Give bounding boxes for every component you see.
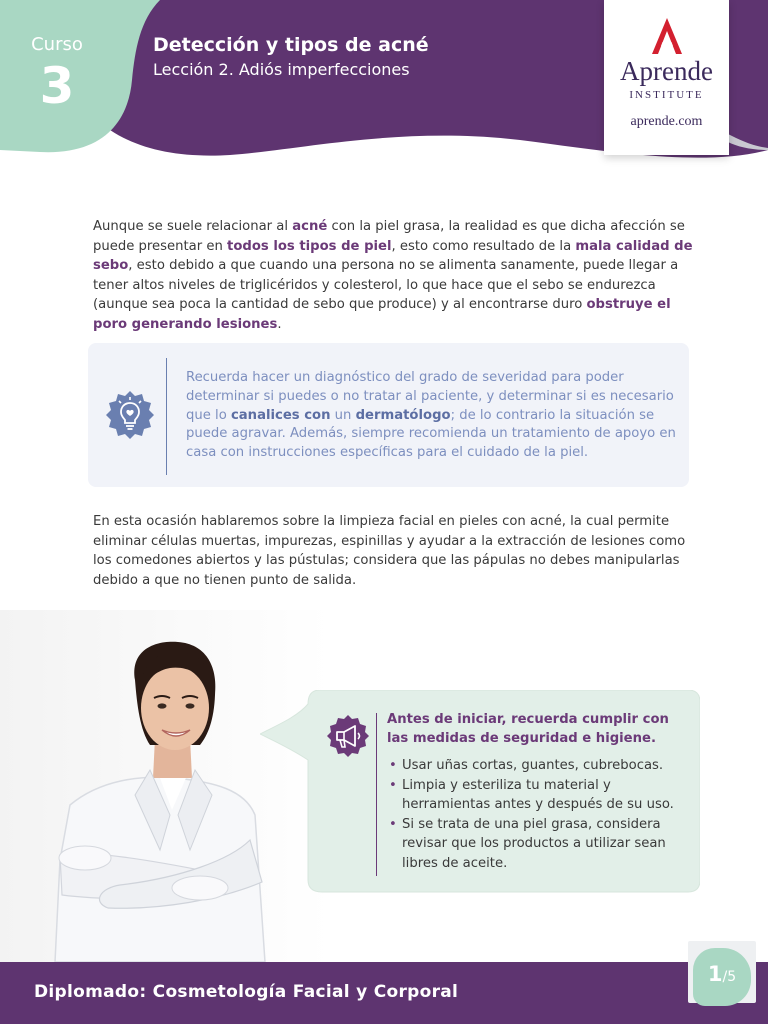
body-text: , esto como resultado de la: [391, 238, 576, 254]
highlight-text: dermatólogo: [355, 407, 451, 423]
logo-card[interactable]: [604, 0, 729, 155]
tip-heading: Antes de iniciar, recuerda cumplir con las medidas de seguridad e higiene.: [387, 712, 669, 746]
megaphone-icon: [326, 714, 370, 758]
logo-a-mark-icon: [649, 16, 685, 56]
footer-bar: [0, 962, 768, 1024]
logo-name: Aprende: [620, 56, 713, 86]
page-indicator: [693, 948, 751, 1006]
course-label: Curso: [31, 34, 83, 55]
program-name: Diplomado: Cosmetología Facial y Corporal: [34, 982, 459, 1002]
highlight-text: obstruye el poro generando lesiones: [93, 297, 671, 332]
body-text: ; de lo contrario la situación se puede agravar. Además, siempre recomienda un tratamiento de apoyo en casa con instrucciones específicas para el cuidado de la piel.: [186, 407, 676, 461]
callout-text: [186, 369, 676, 463]
page-total: 5: [727, 969, 737, 985]
safety-checklist: [388, 756, 678, 873]
facial-cleansing-paragraph: En esta ocasión hablaremos sobre la limpieza facial en pieles con acné, la cual permite eliminar células muertas, impurezas, espinillas y ayudar a la extracción de lesiones como los comedones abiertos y las pústulas; considera que las pápulas no debes manipularlas debido a que no tienen punto de salida.: [93, 514, 686, 588]
lightbulb-heart-icon: [104, 389, 156, 441]
callout-divider: [166, 358, 167, 475]
list-item: • Usar uñas cortas, guantes, cubrebocas.: [388, 756, 678, 776]
highlight-text: mala calidad de sebo: [93, 238, 693, 273]
page-separator: /: [722, 969, 728, 985]
tip-divider: [376, 713, 377, 876]
logo-subtitle: INSTITUTE: [629, 89, 704, 101]
reminder-callout: [88, 343, 689, 487]
body-text: Recuerda hacer un diagnóstico del grado de severidad para poder determinar si puedes o no tratar al paciente, y determinar si es necesario que lo: [186, 370, 674, 423]
highlight-text: acné: [292, 219, 328, 234]
body-text: con la piel grasa, la realidad es que dicha afección se puede presentar en: [93, 219, 685, 254]
lesson-subtitle: Lección 2. Adiós imperfecciones: [153, 60, 410, 79]
list-item: • Si se trata de una piel grasa, considera revisar que los productos a utilizar sean libres de aceite.: [388, 815, 678, 874]
logo-url-link[interactable]: aprende.com: [630, 114, 703, 129]
body-text: Aunque se suele relacionar al: [93, 219, 293, 234]
body-text: .: [277, 316, 282, 332]
highlight-text: canalices con: [230, 407, 331, 423]
intro-paragraph: [93, 217, 693, 334]
list-item: • Limpia y esteriliza tu material y herramientas antes y después de su uso.: [388, 776, 678, 815]
document-title: Detección y tipos de acné: [153, 34, 429, 56]
body-text: , esto debido a que cuando una persona no se alimenta sanamente, puede llegar a tener altos niveles de triglicéridos y colesterol, lo que hace que el sebo se endurezca (aunque sea poca la cantidad de sebo que produce) y al encontrarse duro: [93, 258, 679, 312]
course-number: 3: [39, 57, 75, 115]
highlight-text: todos los tipos de piel: [227, 238, 392, 254]
body-text: un: [330, 407, 356, 423]
page-current: 1: [707, 962, 723, 986]
